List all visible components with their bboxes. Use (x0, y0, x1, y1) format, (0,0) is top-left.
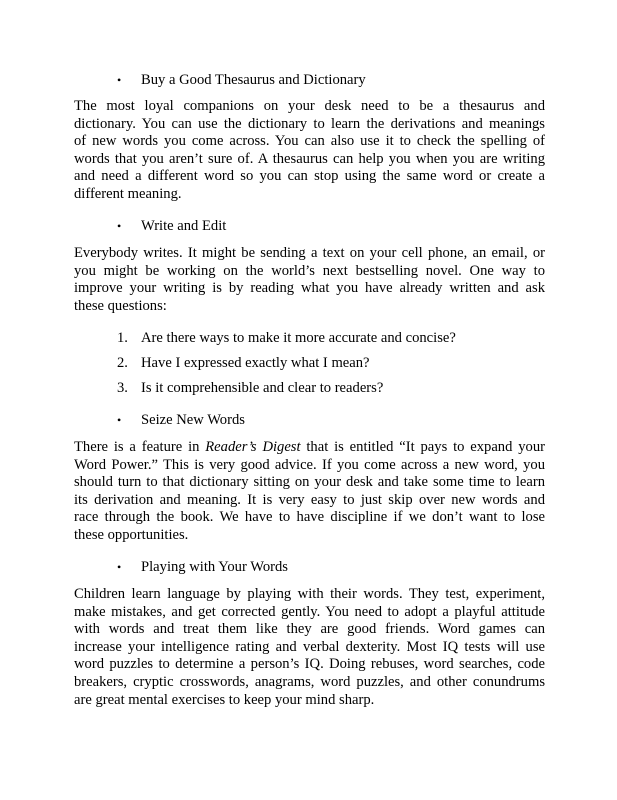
text-fragment: that is entitled “It pays to expand your (300, 439, 545, 455)
bullet-icon: • (117, 219, 122, 233)
bullet-heading-playing-words (117, 559, 288, 576)
paragraph-line: Everybody writes. It might be sending a text on your cell phone, an email, or (74, 245, 545, 261)
heading-text: Buy a Good Thesaurus and Dictionary (141, 72, 366, 88)
paragraph-write-edit (74, 245, 545, 315)
paragraph-line: these opportunities. (74, 526, 189, 543)
paragraph-line: words that you aren’t sure of. A thesaurus can help you when you are writing (74, 150, 545, 167)
paragraph-line: The most loyal companions on your desk need to be a thesaurus and (74, 98, 545, 114)
paragraph-line: improve your writing is by reading what you have already written and ask (74, 280, 545, 297)
paragraph-line: Children learn language by playing with their words. They test, experiment, (74, 586, 545, 602)
paragraph-line (74, 439, 545, 457)
list-text: Have I expressed exactly what I mean? (141, 355, 370, 371)
paragraph-playing-words (74, 586, 545, 709)
heading-text: Seize New Words (141, 412, 245, 428)
heading-text: Write and Edit (141, 218, 227, 234)
text-fragment: There is a feature in (74, 439, 206, 455)
bullet-heading-write-edit (117, 218, 226, 235)
paragraph-line: you might be working on the world’s next bestselling novel. One way to (74, 262, 545, 279)
bullet-icon: • (117, 413, 122, 427)
bullet-icon: • (117, 560, 122, 574)
heading-text: Playing with Your Words (141, 559, 288, 575)
bullet-icon: • (117, 73, 122, 87)
list-text: Is it comprehensible and clear to readers? (141, 380, 384, 396)
paragraph-line: its derivation and meaning. It is very easy to just skip over new words and (74, 491, 545, 508)
bullet-heading-thesaurus (117, 72, 366, 89)
paragraph-seize-words (74, 439, 545, 545)
paragraph-line: these questions: (74, 297, 167, 314)
paragraph-line: different meaning. (74, 185, 182, 202)
paragraph-line: make mistakes, and get corrected gently. You need to adopt a playful attitude (74, 603, 545, 620)
paragraph-line: word puzzles to determine a person’s IQ. Doing rebuses, word searches, code (74, 656, 545, 673)
question-item-1 (117, 330, 456, 347)
list-text: Are there ways to make it more accurate and concise? (141, 330, 456, 346)
list-number: 1. (117, 330, 128, 346)
paragraph-line: and need a different word so you can stop using the same word or create a (74, 168, 545, 185)
list-number: 3. (117, 380, 128, 396)
question-item-3 (117, 380, 383, 397)
paragraph-line: with words and treat them like they are good friends. Word games can (74, 621, 545, 638)
bullet-heading-seize-words (117, 412, 245, 429)
list-number: 2. (117, 355, 128, 371)
paragraph-thesaurus (74, 98, 545, 204)
publication-title: Reader’s Digest (205, 439, 301, 455)
paragraph-line: race through the book. We have to have discipline if we don’t want to lose (74, 509, 545, 526)
question-item-2 (117, 355, 370, 372)
paragraph-line: should turn to that dictionary sitting on your desk and take some time to learn (74, 474, 545, 491)
paragraph-line: Word Power.” This is very good advice. If you come across a new word, you (74, 456, 545, 473)
paragraph-line: breakers, cryptic crosswords, anagrams, word puzzles, and other conundrums (74, 673, 545, 690)
paragraph-line: of new words you come across. You can also use it to check the spelling of (74, 133, 545, 150)
paragraph-line: dictionary. You can use the dictionary to learn the derivations and meanings (74, 115, 545, 132)
paragraph-line: increase your intelligence rating and verbal dexterity. Most IQ tests will use (74, 638, 545, 655)
paragraph-line: are great mental exercises to keep your mind sharp. (74, 691, 375, 708)
